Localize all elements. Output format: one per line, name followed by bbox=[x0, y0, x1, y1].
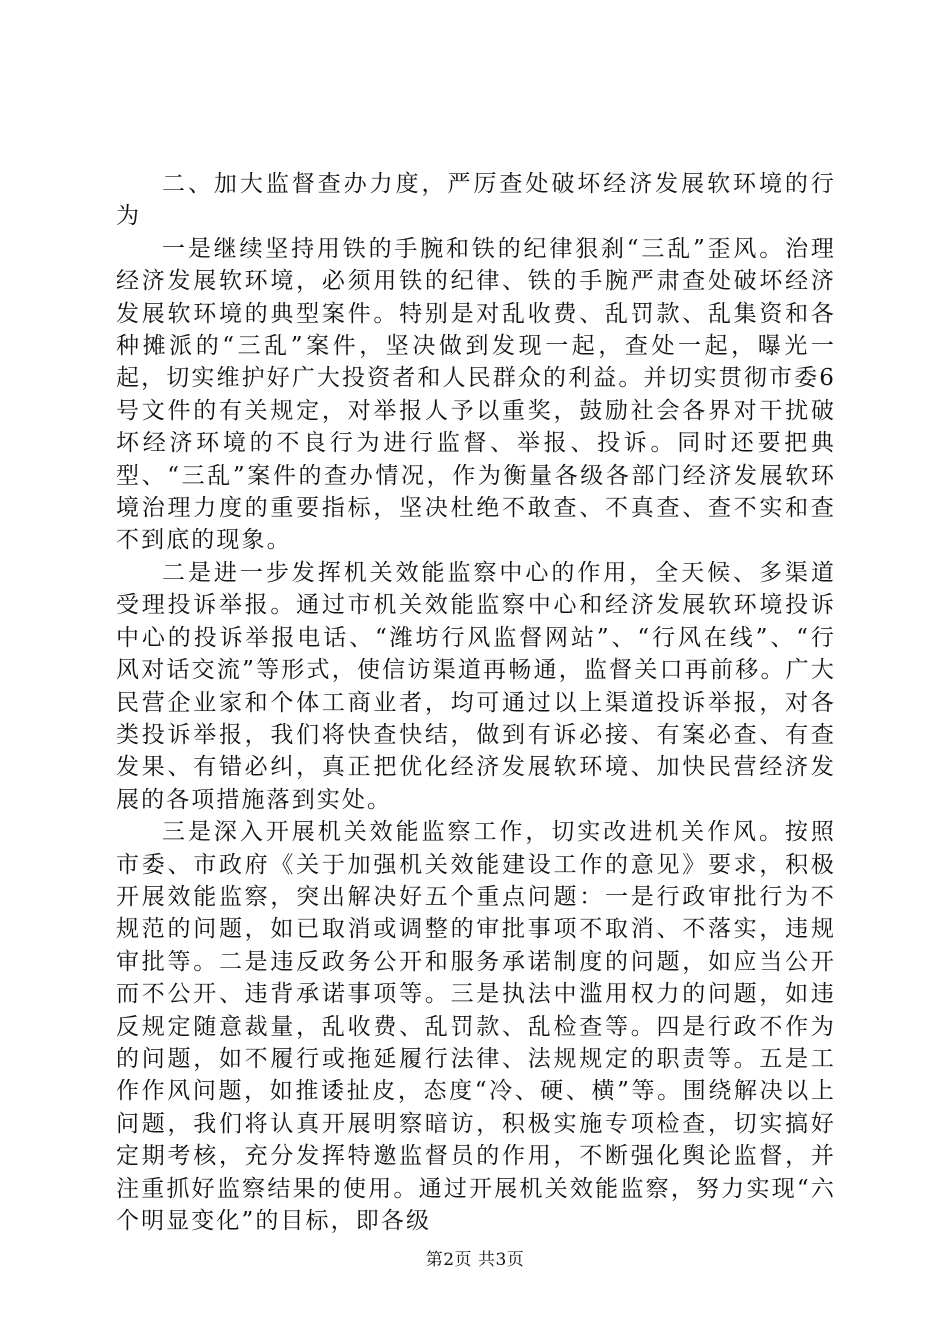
page-number-footer: 第2页 共3页 bbox=[425, 1250, 525, 1270]
section-heading: 二、加大监督查办力度，严厉查处破坏经济发展软环境的行为 bbox=[116, 171, 836, 230]
paragraph-3: 三是深入开展机关效能监察工作，切实改进机关作风。按照市委、市政府《关于加强机关效能建设工作的意见》要求，积极开展效能监察，突出解决好五个重点问题：一是行政审批行为不规范的问题，如已取消或调整的审批事项不取消、不落实，违规审批等。二是违反政务公开和服务承诺制度的问题，如应当公开而不公开、违背承诺事项等。三是执法中滥用权力的问题，如违反规定随意裁量，乱收费、乱罚款、乱检查等。四是行政不作为的问题，如不履行或拖延履行法律、法规规定的职责等。五是工作作风问题，如推诿扯皮，态度“冷、硬、横”等。围绕解决以上问题，我们将认真开展明察暗访，积极实施专项检查，切实搞好定期考核，充分发挥特邀监督员的作用，不断强化舆论监督，并注重抓好监察结果的使用。通过开展机关效能监察，努力实现“六个明显变化”的目标，即各级 bbox=[116, 819, 836, 1234]
paragraph-1: 一是继续坚持用铁的手腕和铁的纪律狠刹“三乱”歪风。治理经济发展软环境，必须用铁的纪律、铁的手腕严肃查处破坏经济发展软环境的典型案件。特别是对乱收费、乱罚款、乱集资和各种摊派的“三乱”案件，坚决做到发现一起，查处一起，曝光一起，切实维护好广大投资者和人民群众的利益。并切实贯彻市委6号文件的有关规定，对举报人予以重奖，鼓励社会各界对干扰破坏经济环境的不良行为进行监督、举报、投诉。同时还要把典型、“三乱”案件的查办情况，作为衡量各级各部门经济发展软环境治理力度的重要指标，坚决杜绝不敢查、不真查、查不实和查不到底的现象。 bbox=[116, 235, 836, 554]
document-body bbox=[116, 168, 836, 1237]
paragraph-2: 二是进一步发挥机关效能监察中心的作用，全天候、多渠道受理投诉举报。通过市机关效能监察中心和经济发展软环境投诉中心的投诉举报电话、“潍坊行风监督网站”、“行风在线”、“行风对话交流”等形式，使信访渠道再畅通，监督关口再前移。广大民营企业家和个体工商业者，均可通过以上渠道投诉举报，对各类投诉举报，我们将快查快结，做到有诉必接、有案必查、有查发果、有错必纠，真正把优化经济发展软环境、加快民营经济发展的各项措施落到实处。 bbox=[116, 559, 836, 813]
